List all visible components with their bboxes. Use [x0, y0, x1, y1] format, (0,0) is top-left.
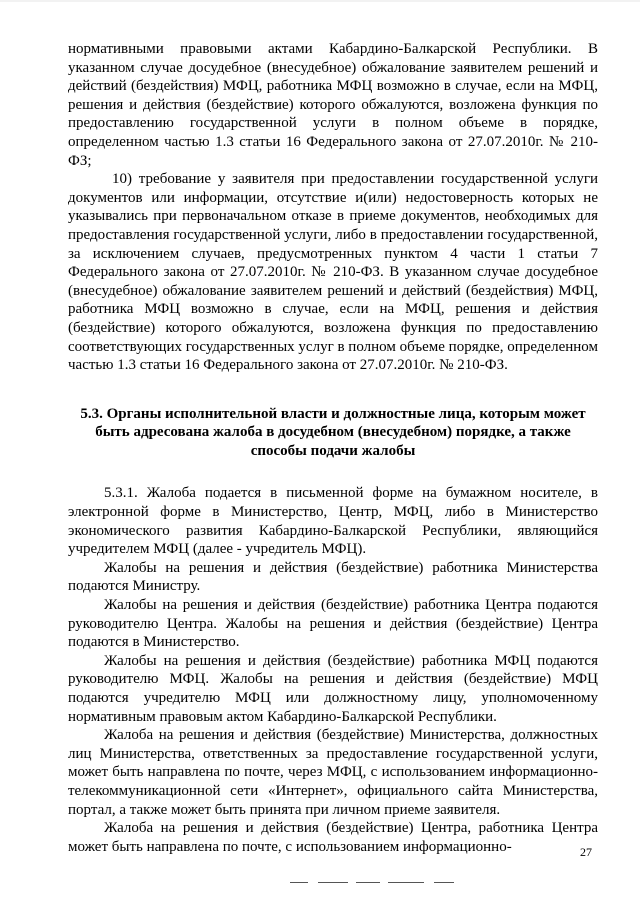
scan-artifacts [0, 882, 640, 892]
paragraph-5-3-1: 5.3.1. Жалоба подается в письменной форме на бумажном носителе, в электронной форме в Министерство, Центр, МФЦ, либо в Министерство экономического развития Кабардино-Балкарской Республики, являющийся учредителем МФЦ (далее - учредитель МФЦ). [68, 485, 598, 558]
page-number: 27 [580, 845, 592, 859]
scan-artifact-mark [290, 882, 308, 883]
scan-top-edge [0, 0, 640, 2]
scan-artifact-mark [388, 882, 424, 883]
paragraph-ministry-complaints: Жалобы на решения и действия (бездействие) работника Министерства подаются Министру. [68, 559, 598, 595]
paragraph-continuation: нормативными правовыми актами Кабардино-Балкарской Республики. В указанном случае досудебное (внесудебное) обжалование заявителем решений и действий (бездействия) МФЦ, работника МФЦ возможно в случае, если на МФЦ, решения и действия (бездействие) которого обжалуются, возложена функция по предоставлению государственной услуги в полном объеме в порядке, определенном частью 1.3 статьи 16 Федерального закона от 27.07.2010г. № 210-ФЗ; [68, 41, 598, 169]
paragraph-center-submission: Жалоба на решения и действия (бездействие) Центра, работника Центра может быть направлена по почте, с использованием информационно- [68, 820, 598, 855]
paragraph-mfc-complaints: Жалобы на решения и действия (бездействие) работника МФЦ подаются руководителю МФЦ. Жалобы на решения и действия (бездействие) МФЦ подаются учредителю МФЦ или должностному лицу, уполномоченному нормативным правовым актом Кабардино-Балкарской Республики. [68, 652, 598, 725]
scan-artifact-mark [318, 882, 348, 883]
paragraph-center-complaints: Жалобы на решения и действия (бездействие) работника Центра подаются руководителю Центра. Жалобы на решения и действия (бездействие) Центра подаются в Министерство. [68, 597, 598, 651]
document-body [68, 40, 598, 856]
scan-artifact-mark [356, 882, 380, 883]
scan-artifact-mark [434, 882, 454, 883]
paragraph-ministry-submission: Жалоба на решения и действия (бездействие) Министерства, должностных лиц Министерства, ответственных за предоставление государственной услуги, может быть направлена по почте, через МФЦ, с использованием информационно-телекоммуникационной сети «Интернет», официального сайта Министерства, портал, а также может быть принята при личном приеме заявителя. [68, 727, 598, 818]
section-heading: 5.3. Органы исполнительной власти и должностные лица, которым может быть адресована жалоба в досудебном (внесудебном) порядке, а также способы подачи жалобы [80, 405, 586, 459]
paragraph-item-10: 10) требование у заявителя при предоставлении государственной услуги документов или информации, отсутствие и(или) недостоверность которых не указывались при первоначальном отказе в приеме документов, необходимых для предоставления государственной услуги, либо в предоставлении государственной, за исключением случаев, предусмотренных пунктом 4 части 1 статьи 7 Федерального закона от 27.07.2010г. № 210-ФЗ. В указанном случае досудебное (внесудебное) обжалование заявителем решений и действий (бездействия) МФЦ, работника МФЦ возможно в случае, если на МФЦ, решения и действия (бездействие) которого обжалуются, возложена функция по предоставлению соответствующих государственных услуг в полном объеме порядке, определенном частью 1.3 статьи 16 Федерального закона от 27.07.2010г. № 210-ФЗ. [68, 171, 598, 374]
